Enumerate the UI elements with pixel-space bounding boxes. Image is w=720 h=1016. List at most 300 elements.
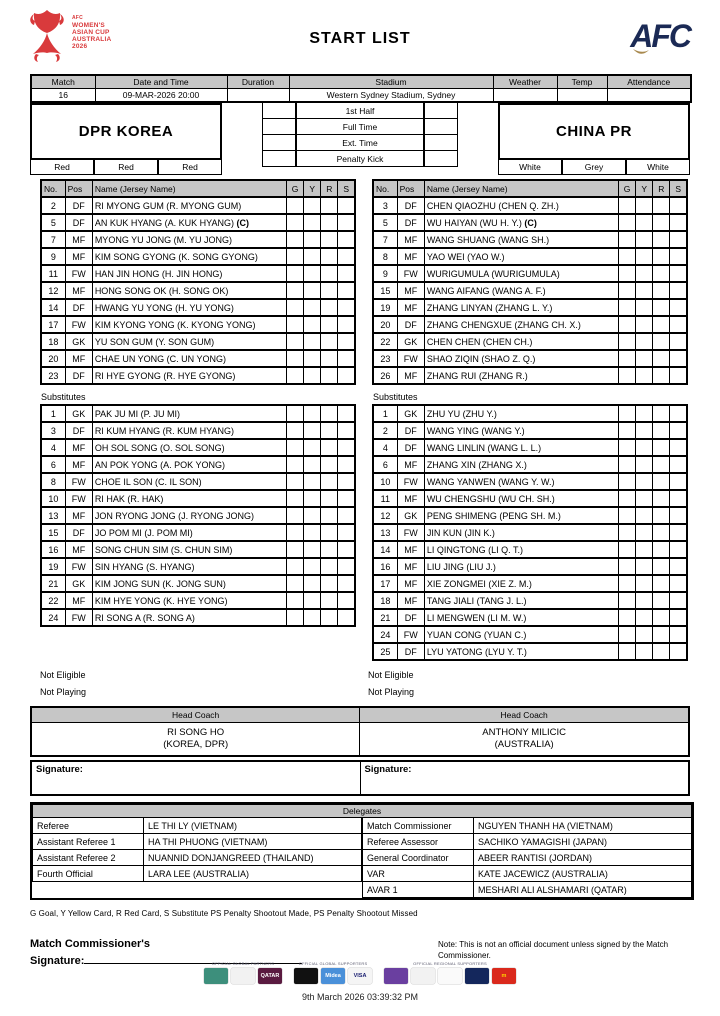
player-number: 18	[41, 333, 65, 350]
player-row	[41, 248, 355, 265]
period-label: Full Time	[296, 118, 424, 135]
home-team-column	[30, 103, 222, 175]
stat-cell-r	[653, 558, 670, 575]
delegate-role: Match Commissioner	[362, 817, 474, 834]
logo-line: ASIAN CUP	[72, 28, 110, 36]
stat-cell-y	[304, 507, 321, 524]
stat-cell-s	[670, 367, 687, 384]
stat-cell-y	[636, 214, 653, 231]
player-name: KIM JONG SUN (K. JONG SUN)	[92, 575, 286, 592]
stat-cell-r	[321, 541, 338, 558]
stat-cell-r	[321, 299, 338, 316]
player-position: MF	[397, 592, 424, 609]
match-info-header-cell: Weather	[493, 75, 557, 89]
stat-cell-r	[321, 248, 338, 265]
stat-cell-r	[653, 299, 670, 316]
match-info-header-cell: Attendance	[607, 75, 691, 89]
player-position: MF	[65, 439, 92, 456]
stat-cell-r	[653, 316, 670, 333]
player-row	[373, 643, 687, 660]
home-not-eligible-label: Not Eligible	[40, 670, 86, 680]
roster-header-cell: S	[338, 180, 355, 197]
stat-cell-g	[287, 524, 304, 541]
player-row	[41, 367, 355, 384]
stat-cell-r	[653, 231, 670, 248]
player-number: 3	[373, 197, 397, 214]
signature-table	[30, 760, 690, 796]
stat-cell-g	[619, 609, 636, 626]
stat-cell-r	[321, 333, 338, 350]
stat-cell-s	[670, 456, 687, 473]
stat-cell-g	[619, 490, 636, 507]
sponsor-group	[384, 961, 516, 984]
legend-text: G Goal, Y Yellow Card, R Red Card, S Substitute PS Penalty Shootout Made, PS Penalty Shootout Missed	[30, 909, 418, 918]
player-name: MYONG YU JONG (M. YU JONG)	[92, 231, 286, 248]
stat-cell-s	[338, 541, 355, 558]
player-row	[373, 316, 687, 333]
stat-cell-y	[304, 265, 321, 282]
sponsor-group	[294, 961, 372, 984]
home-team-name: DPR KOREA	[30, 103, 222, 160]
stat-cell-r	[653, 592, 670, 609]
stat-cell-s	[338, 282, 355, 299]
stat-cell-y	[304, 197, 321, 214]
stat-cell-r	[321, 231, 338, 248]
sponsor-logo	[231, 968, 255, 984]
stat-cell-y	[304, 473, 321, 490]
stat-cell-y	[636, 265, 653, 282]
player-number: 7	[373, 231, 397, 248]
player-position: MF	[397, 575, 424, 592]
player-number: 1	[373, 405, 397, 422]
stat-cell-s	[338, 333, 355, 350]
sponsor-logo: m	[492, 968, 516, 984]
sponsor-logo	[294, 968, 318, 984]
stat-cell-r	[653, 524, 670, 541]
stat-cell-s	[338, 456, 355, 473]
player-position: MF	[65, 282, 92, 299]
sponsor-group-label: OFFICIAL REGIONAL SUPPORTERS	[413, 961, 487, 966]
player-number: 17	[41, 316, 65, 333]
player-number: 19	[41, 558, 65, 575]
away-substitutes-label: Substitutes	[373, 392, 418, 402]
delegates-header: Delegates	[32, 804, 692, 818]
stat-cell-y	[636, 248, 653, 265]
captain-marker: (C)	[524, 217, 537, 228]
stat-cell-g	[619, 405, 636, 422]
player-number: 5	[373, 214, 397, 231]
player-number: 24	[41, 609, 65, 626]
delegate-row	[32, 850, 362, 866]
mc-signature-line1: Match Commissioner's	[30, 938, 150, 950]
away-score-box	[424, 118, 458, 135]
match-info-value-row	[31, 89, 691, 103]
stat-cell-g	[619, 248, 636, 265]
player-name: WANG YANWEN (WANG Y. W.)	[424, 473, 618, 490]
player-number: 6	[41, 456, 65, 473]
stat-cell-r	[653, 367, 670, 384]
stat-cell-s	[670, 592, 687, 609]
stat-cell-g	[619, 299, 636, 316]
player-position: MF	[65, 248, 92, 265]
delegate-name: LARA LEE (AUSTRALIA)	[143, 865, 362, 882]
player-position: MF	[65, 231, 92, 248]
stat-cell-g	[619, 507, 636, 524]
stat-cell-r	[321, 439, 338, 456]
player-number: 12	[41, 282, 65, 299]
home-head-coach	[31, 723, 360, 757]
player-row	[373, 626, 687, 643]
stat-cell-r	[653, 439, 670, 456]
period-label: Ext. Time	[296, 134, 424, 151]
player-name: WU CHENGSHU (WU CH. SH.)	[424, 490, 618, 507]
stat-cell-r	[321, 558, 338, 575]
player-name: WANG AIFANG (WANG A. F.)	[424, 282, 618, 299]
away-roster-column	[372, 179, 688, 661]
delegates-table	[30, 802, 694, 900]
player-name: WU HAIYAN (WU H. Y.) (C)	[424, 214, 618, 231]
stat-cell-s	[338, 367, 355, 384]
roster-header-cell: G	[619, 180, 636, 197]
captain-marker: (C)	[236, 217, 250, 228]
player-name: AN POK YONG (A. POK YONG)	[92, 456, 286, 473]
player-row	[373, 558, 687, 575]
player-row	[373, 422, 687, 439]
player-number: 9	[373, 265, 397, 282]
stat-cell-y	[304, 248, 321, 265]
period-table	[262, 103, 458, 175]
player-name: LYU YATONG (LYU Y. T.)	[424, 643, 618, 660]
stat-cell-y	[304, 558, 321, 575]
stat-cell-s	[670, 214, 687, 231]
stat-cell-g	[619, 265, 636, 282]
delegates-left-column	[32, 818, 362, 898]
stat-cell-g	[287, 490, 304, 507]
stat-cell-s	[670, 643, 687, 660]
player-name: PAK JU MI (P. JU MI)	[92, 405, 286, 422]
home-kit-colors	[30, 160, 222, 175]
stat-cell-g	[287, 507, 304, 524]
player-position: DF	[397, 643, 424, 660]
stat-cell-g	[619, 422, 636, 439]
player-number: 24	[373, 626, 397, 643]
afc-logo	[630, 20, 690, 52]
stat-cell-g	[287, 422, 304, 439]
player-row	[373, 439, 687, 456]
player-position: DF	[397, 214, 424, 231]
stat-cell-g	[619, 197, 636, 214]
player-row	[41, 490, 355, 507]
home-coach-country: (KOREA, DPR)	[163, 739, 229, 750]
stat-cell-g	[619, 592, 636, 609]
player-position: DF	[397, 609, 424, 626]
player-name: JO POM MI (J. POM MI)	[92, 524, 286, 541]
player-row	[41, 609, 355, 626]
print-timestamp: 9th March 2026 03:39:32 PM	[301, 992, 419, 1002]
player-position: FW	[397, 265, 424, 282]
player-name: WANG YING (WANG Y.)	[424, 422, 618, 439]
score-section	[30, 103, 690, 175]
stat-cell-y	[304, 333, 321, 350]
player-row	[373, 214, 687, 231]
stat-cell-g	[287, 473, 304, 490]
stat-cell-s	[338, 197, 355, 214]
roster-header-cell: G	[287, 180, 304, 197]
stat-cell-r	[321, 197, 338, 214]
stat-cell-g	[619, 439, 636, 456]
player-position: DF	[65, 197, 92, 214]
player-position: MF	[397, 541, 424, 558]
player-position: FW	[65, 558, 92, 575]
player-number: 7	[41, 231, 65, 248]
player-row	[373, 333, 687, 350]
player-position: GK	[397, 333, 424, 350]
stat-cell-g	[287, 541, 304, 558]
stat-cell-g	[619, 643, 636, 660]
player-name: TANG JIALI (TANG J. L.)	[424, 592, 618, 609]
stat-cell-s	[338, 439, 355, 456]
stat-cell-r	[321, 282, 338, 299]
stat-cell-g	[287, 367, 304, 384]
stat-cell-y	[304, 524, 321, 541]
stat-cell-g	[619, 316, 636, 333]
kit-color-cell: Red	[94, 160, 158, 175]
player-name: XIE ZONGMEI (XIE Z. M.)	[424, 575, 618, 592]
roster-header-cell: R	[653, 180, 670, 197]
stat-cell-g	[287, 214, 304, 231]
player-row	[373, 282, 687, 299]
player-position: GK	[397, 405, 424, 422]
player-row	[373, 575, 687, 592]
player-row	[373, 592, 687, 609]
player-name: SONG CHUN SIM (S. CHUN SIM)	[92, 541, 286, 558]
player-row	[41, 456, 355, 473]
player-number: 26	[373, 367, 397, 384]
player-position: MF	[397, 299, 424, 316]
player-position: GK	[397, 507, 424, 524]
stat-cell-g	[287, 299, 304, 316]
stat-cell-s	[670, 524, 687, 541]
stat-cell-y	[636, 592, 653, 609]
sponsor-logo: VISA	[348, 968, 372, 984]
player-position: FW	[397, 473, 424, 490]
roster-header-cell: Pos	[397, 180, 424, 197]
player-position: MF	[397, 558, 424, 575]
player-row	[373, 197, 687, 214]
stat-cell-r	[321, 367, 338, 384]
stat-cell-s	[670, 197, 687, 214]
stat-cell-g	[619, 282, 636, 299]
roster-header-cell: Y	[304, 180, 321, 197]
player-name: LI QINGTONG (LI Q. T.)	[424, 541, 618, 558]
delegate-name: NUANNID DONJANGREED (THAILAND)	[143, 849, 362, 866]
home-score-box	[262, 150, 296, 167]
stat-cell-s	[670, 316, 687, 333]
stat-cell-g	[287, 558, 304, 575]
sponsor-group	[204, 961, 282, 984]
stat-cell-y	[636, 524, 653, 541]
roster-header-cell: No.	[41, 180, 65, 197]
player-number: 12	[373, 507, 397, 524]
stat-cell-s	[338, 316, 355, 333]
home-roster-column	[40, 179, 356, 661]
delegate-name: LE THI LY (VIETNAM)	[143, 817, 362, 834]
delegate-name: NGUYEN THANH HA (VIETNAM)	[473, 817, 692, 834]
player-row	[41, 422, 355, 439]
delegate-name: ABEER RANTISI (JORDAN)	[473, 849, 692, 866]
kit-color-cell: White	[498, 160, 562, 175]
match-info-value-cell: 09-MAR-2026 20:00	[95, 89, 227, 103]
roster-header-row	[373, 180, 687, 197]
player-name: ZHANG XIN (ZHANG X.)	[424, 456, 618, 473]
stat-cell-s	[670, 405, 687, 422]
stat-cell-s	[670, 473, 687, 490]
player-row	[373, 265, 687, 282]
player-position: GK	[65, 333, 92, 350]
stat-cell-s	[338, 405, 355, 422]
stat-cell-s	[670, 422, 687, 439]
delegate-row	[362, 882, 692, 898]
away-substitutes-table	[372, 404, 688, 661]
stat-cell-y	[636, 422, 653, 439]
player-position: FW	[397, 626, 424, 643]
player-row	[41, 524, 355, 541]
stat-cell-y	[304, 456, 321, 473]
player-position: DF	[65, 367, 92, 384]
stat-cell-s	[338, 609, 355, 626]
player-row	[41, 214, 355, 231]
stat-cell-s	[670, 490, 687, 507]
player-name: HAN JIN HONG (H. JIN HONG)	[92, 265, 286, 282]
stat-cell-s	[338, 490, 355, 507]
player-position: FW	[65, 473, 92, 490]
player-position: DF	[65, 214, 92, 231]
player-name: KIM HYE YONG (K. HYE YONG)	[92, 592, 286, 609]
player-row	[41, 507, 355, 524]
match-info-header-cell: Temp	[557, 75, 607, 89]
player-row	[41, 197, 355, 214]
stat-cell-r	[321, 609, 338, 626]
stat-cell-s	[338, 265, 355, 282]
player-row	[373, 350, 687, 367]
stat-cell-y	[636, 405, 653, 422]
player-number: 14	[41, 299, 65, 316]
stat-cell-s	[670, 575, 687, 592]
player-position: MF	[397, 456, 424, 473]
stat-cell-g	[619, 575, 636, 592]
away-starters-table	[372, 179, 688, 385]
player-position: DF	[65, 299, 92, 316]
player-number: 16	[373, 558, 397, 575]
away-head-coach	[360, 723, 689, 757]
match-info-header-cell: Match	[31, 75, 95, 89]
stat-cell-g	[287, 456, 304, 473]
player-number: 2	[41, 197, 65, 214]
player-number: 8	[373, 248, 397, 265]
stat-cell-r	[321, 265, 338, 282]
home-not-playing-label: Not Playing	[40, 687, 87, 697]
stat-cell-s	[670, 558, 687, 575]
stat-cell-s	[338, 248, 355, 265]
kit-color-cell: Red	[30, 160, 94, 175]
player-position: DF	[397, 422, 424, 439]
delegate-role: Assistant Referee 1	[32, 833, 144, 850]
player-name: WANG SHUANG (WANG SH.)	[424, 231, 618, 248]
player-position: DF	[397, 439, 424, 456]
player-number: 11	[373, 490, 397, 507]
player-name: CHEN QIAOZHU (CHEN Q. ZH.)	[424, 197, 618, 214]
match-info-header-cell: Date and Time	[95, 75, 227, 89]
stat-cell-g	[287, 248, 304, 265]
player-position: GK	[65, 405, 92, 422]
player-name: JON RYONG JONG (J. RYONG JONG)	[92, 507, 286, 524]
stat-cell-y	[304, 316, 321, 333]
stat-cell-s	[338, 214, 355, 231]
player-number: 17	[373, 575, 397, 592]
stat-cell-r	[653, 350, 670, 367]
mc-signature-line2: Signature:	[30, 954, 85, 967]
kit-color-cell: Grey	[562, 160, 626, 175]
match-info-value-cell	[493, 89, 557, 103]
sponsor-logos	[204, 968, 282, 984]
stat-cell-r	[321, 575, 338, 592]
period-row	[262, 119, 458, 135]
afc-logo-text: AFC	[630, 18, 690, 54]
stat-cell-r	[653, 473, 670, 490]
stat-cell-y	[636, 282, 653, 299]
home-signature-field: Signature:	[31, 761, 360, 795]
period-row	[262, 151, 458, 167]
away-not-playing-label: Not Playing	[368, 687, 415, 697]
player-position: DF	[397, 316, 424, 333]
stat-cell-s	[670, 626, 687, 643]
delegate-role: VAR	[362, 865, 474, 882]
player-position: FW	[397, 350, 424, 367]
player-row	[373, 609, 687, 626]
player-name: ZHU YU (ZHU Y.)	[424, 405, 618, 422]
roster-header-cell: S	[670, 180, 687, 197]
delegate-row	[32, 834, 362, 850]
delegate-name: MESHARI ALI ALSHAMARI (QATAR)	[473, 881, 692, 898]
player-name: LIU JING (LIU J.)	[424, 558, 618, 575]
player-row	[373, 490, 687, 507]
match-info-value-cell	[557, 89, 607, 103]
stat-cell-s	[338, 558, 355, 575]
player-number: 18	[373, 592, 397, 609]
stat-cell-r	[653, 333, 670, 350]
stat-cell-s	[338, 231, 355, 248]
stat-cell-g	[287, 316, 304, 333]
player-position: FW	[65, 316, 92, 333]
player-row	[41, 333, 355, 350]
stat-cell-r	[653, 456, 670, 473]
player-name: KIM KYONG YONG (K. KYONG YONG)	[92, 316, 286, 333]
player-row	[41, 439, 355, 456]
logo-line: AFC	[72, 15, 83, 21]
stat-cell-s	[670, 333, 687, 350]
stat-cell-y	[304, 282, 321, 299]
player-row	[41, 316, 355, 333]
player-number: 16	[41, 541, 65, 558]
player-number: 14	[373, 541, 397, 558]
stat-cell-s	[670, 299, 687, 316]
sponsor-logo	[438, 968, 462, 984]
stat-cell-y	[636, 456, 653, 473]
stat-cell-y	[304, 609, 321, 626]
period-row	[262, 103, 458, 119]
player-row	[373, 473, 687, 490]
stat-cell-g	[287, 609, 304, 626]
